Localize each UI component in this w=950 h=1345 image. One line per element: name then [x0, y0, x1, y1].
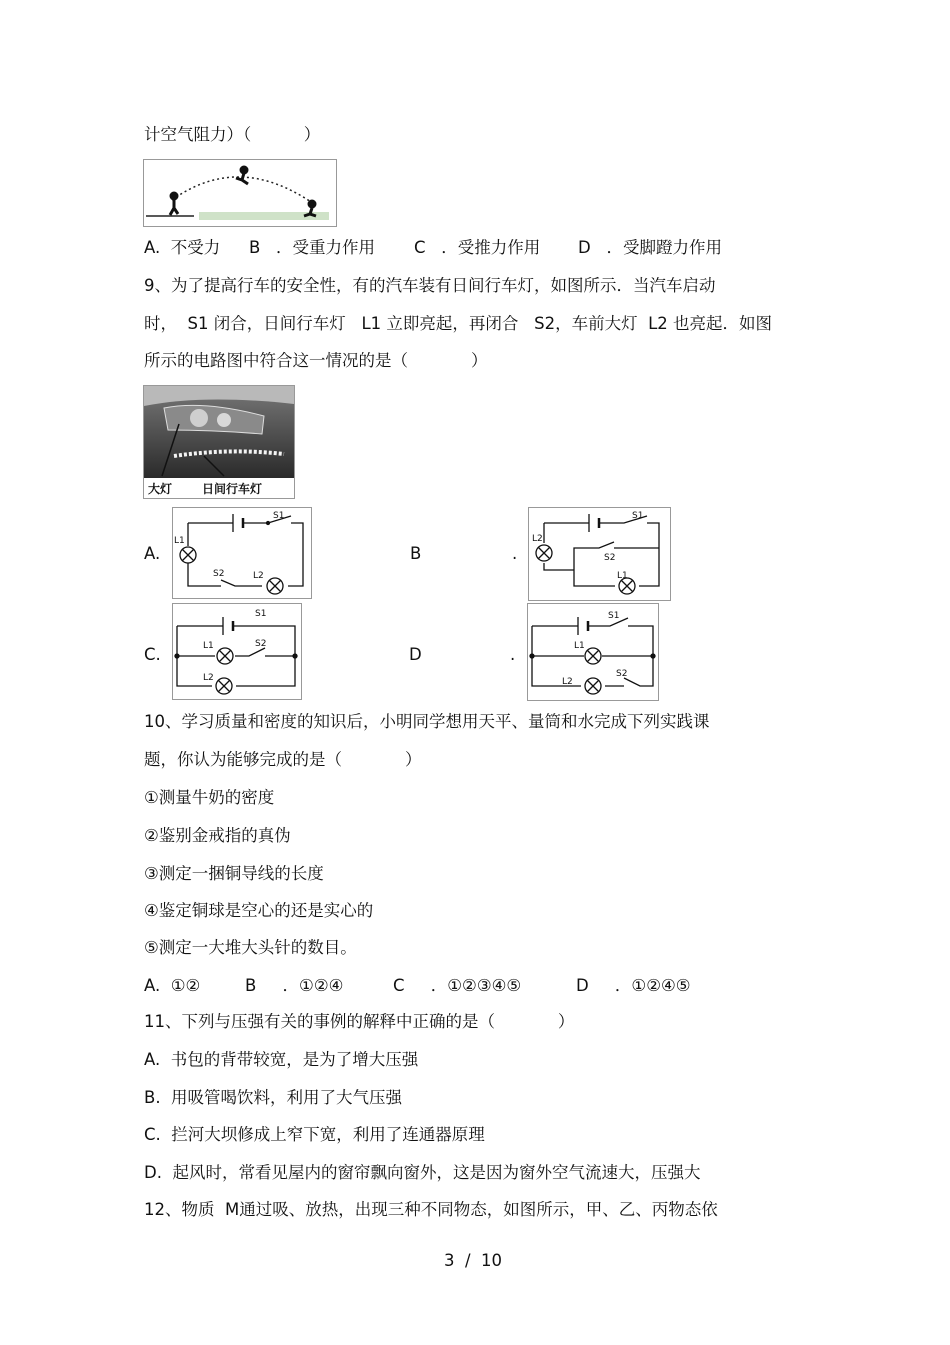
circuit-a-l2-label: L2 [253, 571, 264, 581]
circuit-a-l1-label: L1 [174, 536, 185, 546]
q10-option-d: D ．①②④⑤ [576, 976, 691, 995]
q8-stem-tail: 计空气阻力）（ ） [144, 125, 321, 144]
circuit-d-s2-label: S2 [616, 669, 628, 679]
page-number: 3 / 10 [444, 1251, 503, 1270]
q11-option-c: C. 拦河大坝修成上窄下宽，利用了连通器原理 [144, 1125, 485, 1144]
q10-item-4: ④鉴定铜球是空心的还是实心的 [144, 901, 374, 920]
q9-option-b-dot: . [512, 544, 518, 563]
circuit-d-s1-label: S1 [608, 611, 620, 621]
q9-stem-line2: 时， S1 闭合，日间行车灯 L1 立即亮起，再闭合 S2，车前大灯 L2 也亮起．如图 [144, 314, 773, 333]
q8-option-d: D ．受脚蹬力作用 [578, 238, 722, 257]
circuit-d-l2-label: L2 [562, 677, 573, 687]
q9-car-photo [143, 385, 295, 499]
q11-stem: 11、下列与压强有关的事例的解释中正确的是（ ） [144, 1012, 575, 1031]
circuit-d-l1-label: L1 [574, 641, 585, 651]
circuit-c-l1-label: L1 [203, 641, 214, 651]
circuit-a-s1-label: S1 [273, 511, 285, 521]
q11-option-d: D. 起风时，常看见屋内的窗帘飘向窗外，这是因为窗外空气流速大，压强大 [144, 1163, 701, 1182]
q8-jump-figure [143, 159, 337, 227]
q10-item-3: ③测定一捆铜导线的长度 [144, 864, 324, 883]
q9-option-b-letter: B [410, 544, 422, 563]
q8-option-c: C ．受推力作用 [414, 238, 541, 257]
q10-option-c: C ．①②③④⑤ [393, 976, 522, 995]
q10-item-2: ②鉴别金戒指的真伪 [144, 826, 291, 845]
q10-item-1: ①测量牛奶的密度 [144, 788, 275, 807]
headlight-label: 大灯 [148, 482, 173, 496]
q11-option-b: B. 用吸管喝饮料，利用了大气压强 [144, 1088, 403, 1107]
q9-option-d-dot: . [510, 645, 516, 664]
circuit-a-s2-label: S2 [213, 569, 225, 579]
circuit-b-l1-label: L1 [617, 571, 628, 581]
q10-option-a: A. ①② [144, 976, 201, 995]
circuit-c [172, 603, 302, 700]
q11-option-a: A. 书包的背带较宽，是为了增大压强 [144, 1050, 419, 1069]
q9-stem-line1: 9、为了提高行车的安全性，有的汽车装有日间行车灯，如图所示．当汽车启动 [144, 276, 716, 295]
circuit-c-l2-label: L2 [203, 673, 214, 683]
circuit-c-s1-label: S1 [255, 609, 267, 619]
q9-option-a-letter: A. [144, 544, 161, 563]
circuit-b-s1-label: S1 [632, 511, 644, 521]
q9-option-d-letter: D [409, 645, 422, 664]
q10-stem-line2: 题，你认为能够完成的是（ ） [144, 750, 422, 769]
circuit-a [172, 507, 312, 599]
q9-stem-line3: 所示的电路图中符合这一情况的是（ ） [144, 351, 488, 370]
circuit-b-s2-label: S2 [604, 553, 616, 563]
daytime-light-label: 日间行车灯 [202, 482, 263, 496]
circuit-c-s2-label: S2 [255, 639, 267, 649]
q10-stem-line1: 10、学习质量和密度的知识后，小明同学想用天平、量筒和水完成下列实践课 [144, 712, 710, 731]
q10-option-b: B ．①②④ [245, 976, 344, 995]
circuit-b [528, 507, 671, 601]
q12-stem: 12、物质 M通过吸、放热，出现三种不同物态，如图所示，甲、乙、丙物态依 [144, 1200, 718, 1219]
q10-item-5: ⑤测定一大堆大头针的数目。 [144, 938, 357, 957]
circuit-d [527, 603, 659, 701]
q9-option-c-letter: C. [144, 645, 161, 664]
circuit-b-l2-label: L2 [532, 534, 543, 544]
q8-option-b: B ．受重力作用 [249, 238, 376, 257]
q8-option-a: A. 不受力 [144, 238, 221, 257]
